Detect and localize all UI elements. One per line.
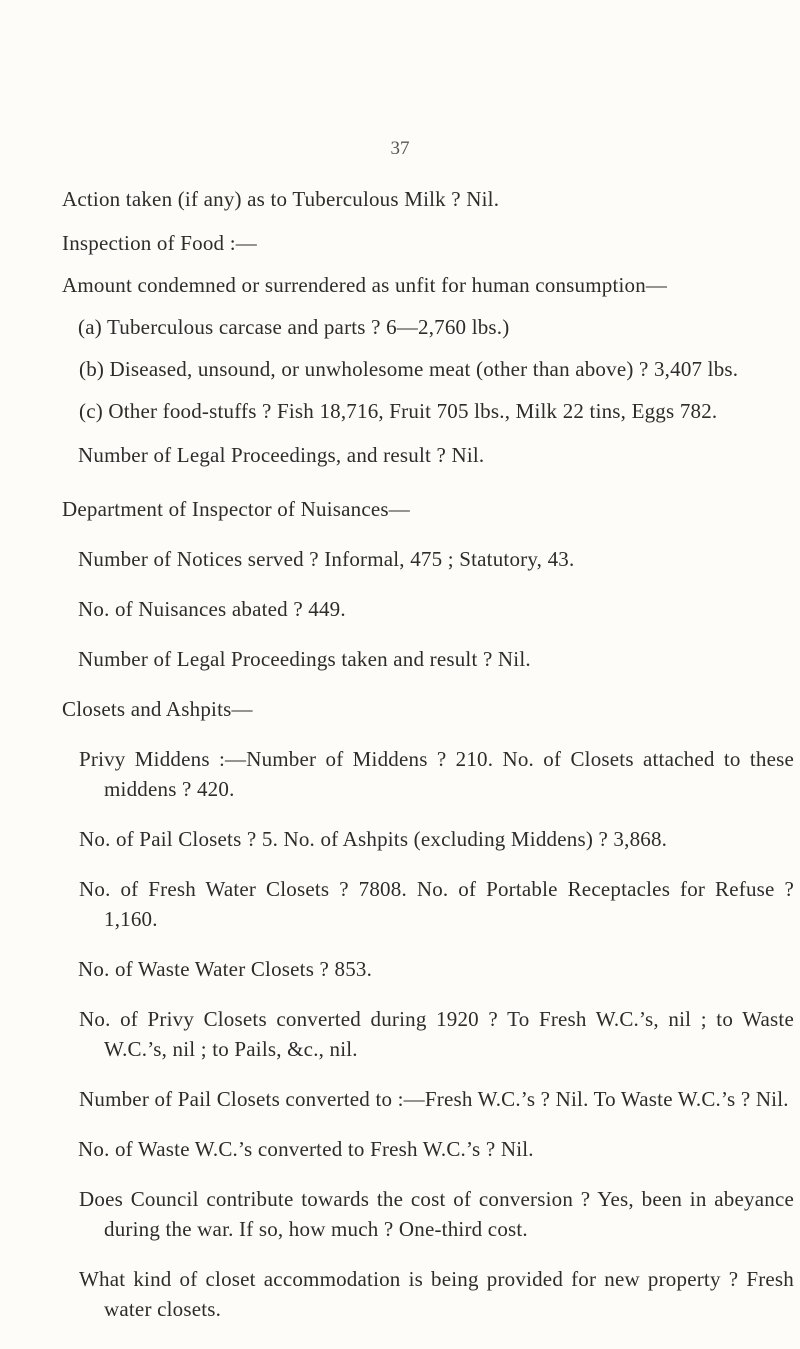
pail-closets-converted-line: Number of Pail Closets converted to :—Fresh W.C.’s ? Nil. To Waste W.C.’s ? Nil. (79, 1087, 789, 1111)
closets-and-ashpits-heading: Closets and Ashpits— (62, 697, 253, 721)
privy-closets-converted-line: No. of Privy Closets converted during 1920 ? To Fresh W.C.’s, nil ; to Waste W.C.’s, nil ; to Pails, &c., nil. (79, 1007, 794, 1061)
amount-condemned-line: Amount condemned or surrendered as unfit for human consumption— (62, 273, 668, 297)
inspector-of-nuisances-heading: Department of Inspector of Nuisances— (62, 497, 410, 521)
privy-middens-line: Privy Middens :—Number of Middens ? 210. No. of Closets attached to these middens ? 420. (79, 747, 794, 801)
inspection-of-food-heading: Inspection of Food :— (62, 231, 257, 255)
pail-closets-line: No. of Pail Closets ? 5. No. of Ashpits (excluding Middens) ? 3,868. (79, 827, 668, 851)
page-number: 37 (390, 138, 410, 159)
fresh-water-closets-line: No. of Fresh Water Closets ? 7808. No. of Portable Receptacles for Refuse ? 1,160. (79, 877, 794, 931)
item-a-line: (a) Tuberculous carcase and parts ? 6—2,760 lbs.) (78, 315, 510, 339)
waste-water-closets-line: No. of Waste Water Closets ? 853. (78, 957, 373, 981)
new-property-line: What kind of closet accommodation is being provided for new property ? Fresh water closets. (79, 1267, 794, 1321)
item-c-line: (c) Other food-stuffs ? Fish 18,716, Fruit 705 lbs., Milk 22 tins, Eggs 782. (79, 399, 718, 423)
waste-wc-converted-line: No. of Waste W.C.’s converted to Fresh W.C.’s ? Nil. (78, 1137, 534, 1161)
nuisances-abated-line: No. of Nuisances abated ? 449. (78, 597, 346, 621)
legal-proceedings-nuisances-line: Number of Legal Proceedings taken and result ? Nil. (78, 647, 531, 671)
notices-served-line: Number of Notices served ? Informal, 475 ; Statutory, 43. (78, 547, 575, 571)
tuberculous-milk-line: Action taken (if any) as to Tuberculous Milk ? Nil. (62, 187, 500, 211)
item-b-line: (b) Diseased, unsound, or unwholesome meat (other than above) ? 3,407 lbs. (79, 357, 739, 381)
council-contribute-line: Does Council contribute towards the cost of conversion ? Yes, been in abeyance during the war. If so, how much ? One-third cost. (79, 1187, 794, 1241)
legal-proceedings-food-line: Number of Legal Proceedings, and result ? Nil. (78, 443, 485, 467)
